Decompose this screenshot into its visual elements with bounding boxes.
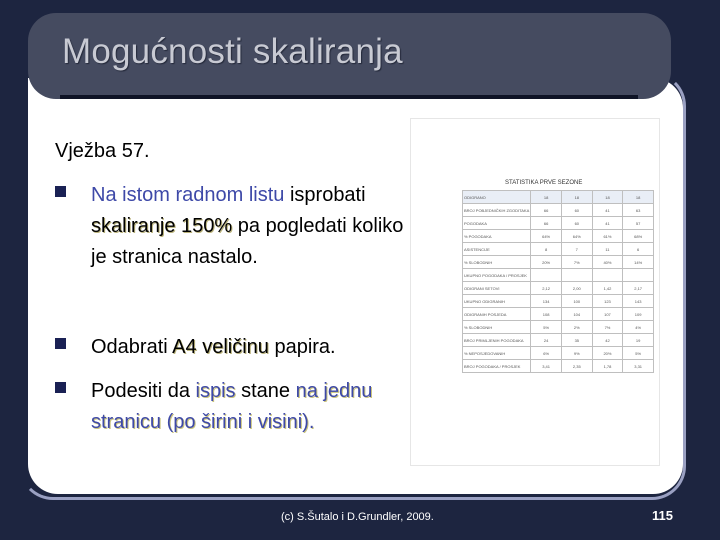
row-label-cell: UKUPNO POGODAKA / PROSJEK — [463, 269, 531, 282]
bullet-segment: papira. — [268, 336, 336, 358]
value-cell: 19 — [623, 334, 654, 347]
bullet-segment: A4 veličinu — [172, 336, 269, 358]
value-cell: 108 — [531, 308, 562, 321]
spreadsheet-table — [462, 190, 654, 373]
bullet-segment: ispis — [195, 380, 236, 402]
table-row — [463, 243, 654, 256]
value-cell: 6 — [623, 243, 654, 256]
table-row — [463, 334, 654, 347]
table-row — [463, 269, 654, 282]
value-cell: 20% — [592, 347, 623, 360]
page-number: 115 — [652, 508, 673, 523]
value-cell: 7% — [561, 256, 592, 269]
value-cell: 68% — [623, 230, 654, 243]
value-cell: 60 — [561, 217, 592, 230]
table-row — [463, 321, 654, 334]
value-cell: 63 — [623, 204, 654, 217]
row-label-cell: BROJ POGODAKA / PROSJEK — [463, 360, 531, 373]
value-cell — [592, 269, 623, 282]
value-cell: 9% — [561, 347, 592, 360]
row-label-cell: UKUPNO ODIGRANIH — [463, 295, 531, 308]
value-cell: 2,17 — [623, 282, 654, 295]
value-cell: 3,31 — [623, 360, 654, 373]
value-cell — [561, 269, 592, 282]
row-label-cell: POGODAKA — [463, 217, 531, 230]
value-cell: 18 — [592, 191, 623, 204]
square-bullet-icon — [55, 338, 66, 349]
bullet-segment: stane — [235, 380, 296, 402]
row-label-cell: % NEPOSJEDOVANIH — [463, 347, 531, 360]
value-cell: 5% — [623, 347, 654, 360]
value-cell: 41 — [592, 217, 623, 230]
value-cell — [531, 269, 562, 282]
value-cell: 64% — [561, 230, 592, 243]
bullet-text — [91, 332, 405, 363]
value-cell: 60 — [561, 204, 592, 217]
value-cell: 7 — [561, 243, 592, 256]
value-cell: 3,41 — [531, 360, 562, 373]
value-cell: 20% — [531, 256, 562, 269]
value-cell: 5% — [531, 321, 562, 334]
title-underline — [60, 95, 638, 99]
table-row — [463, 191, 654, 204]
value-cell — [623, 269, 654, 282]
table-row — [463, 308, 654, 321]
table-row — [463, 282, 654, 295]
value-cell: 123 — [592, 295, 623, 308]
square-bullet-icon — [55, 186, 66, 197]
spreadsheet-title: STATISTIKA PRVE SEZONE — [505, 180, 583, 186]
slide-title: Mogućnosti skaliranja — [62, 32, 403, 71]
bullet-segment: Podesiti da — [91, 380, 196, 402]
value-cell: 40% — [592, 256, 623, 269]
value-cell: 134 — [531, 295, 562, 308]
value-cell: 66 — [531, 204, 562, 217]
value-cell: 8 — [531, 243, 562, 256]
value-cell: 35 — [561, 334, 592, 347]
row-label-cell: ASISTENCIJE — [463, 243, 531, 256]
value-cell: 24 — [531, 334, 562, 347]
value-cell: 14% — [623, 256, 654, 269]
value-cell: 107 — [592, 308, 623, 321]
value-cell: 6% — [531, 347, 562, 360]
value-cell: 2,00 — [561, 282, 592, 295]
row-label-cell: ODIGRANIH POSJEDA — [463, 308, 531, 321]
value-cell: 18 — [623, 191, 654, 204]
value-cell: 2% — [561, 321, 592, 334]
value-cell: 18 — [531, 191, 562, 204]
value-cell: 61% — [592, 230, 623, 243]
value-cell: 41 — [592, 204, 623, 217]
value-cell: 64% — [531, 230, 562, 243]
exercise-label: Vježba 57. — [55, 140, 150, 162]
row-label-cell: % SLOBODNIH — [463, 256, 531, 269]
value-cell: 1,42 — [592, 282, 623, 295]
value-cell: 2,12 — [531, 282, 562, 295]
table-row — [463, 204, 654, 217]
value-cell: 4% — [623, 321, 654, 334]
table-row — [463, 360, 654, 373]
bullet-segment: Na istom radnom listu — [91, 184, 285, 206]
value-cell: 7% — [592, 321, 623, 334]
value-cell: 42 — [592, 334, 623, 347]
value-cell: 11 — [592, 243, 623, 256]
bullet-segment: isprobati — [284, 184, 366, 206]
table-row — [463, 347, 654, 360]
bullet-segment: pa pogledati koliko je stranica nastalo. — [91, 215, 404, 268]
table-row — [463, 217, 654, 230]
row-label-cell: % SLOBODNIH — [463, 321, 531, 334]
value-cell: 104 — [561, 308, 592, 321]
bullet-item-1 — [55, 180, 405, 273]
value-cell: 109 — [623, 308, 654, 321]
bullet-segment: Odabrati — [91, 336, 173, 358]
row-label-cell: ODIGRANI SETOVI — [463, 282, 531, 295]
footer-copyright: (c) S.Šutalo i D.Grundler, 2009. — [281, 511, 434, 523]
value-cell: 66 — [531, 217, 562, 230]
table-row — [463, 230, 654, 243]
row-label-cell: ODIGRANO — [463, 191, 531, 204]
row-label-cell: % POGODAKA — [463, 230, 531, 243]
row-label-cell: BROJ POBJEDNIČKIH ZGODITAKA — [463, 204, 531, 217]
bullet-segment: skaliranje 150% — [91, 215, 233, 237]
table-row — [463, 256, 654, 269]
table-row — [463, 295, 654, 308]
row-label-cell: BROJ PRIMLJENIH POGODAKA — [463, 334, 531, 347]
value-cell: 57 — [623, 217, 654, 230]
value-cell: 18 — [561, 191, 592, 204]
value-cell: 2,35 — [561, 360, 592, 373]
value-cell: 143 — [623, 295, 654, 308]
bullet-segment: na jednu stranicu (po širini i visini). — [91, 380, 373, 433]
value-cell: 100 — [561, 295, 592, 308]
bullet-item-2 — [55, 332, 405, 363]
value-cell: 1,78 — [592, 360, 623, 373]
spreadsheet-preview — [410, 118, 660, 466]
bullet-item-3 — [55, 376, 405, 438]
bullet-text — [91, 376, 405, 438]
bullet-text — [91, 180, 405, 273]
square-bullet-icon — [55, 382, 66, 393]
